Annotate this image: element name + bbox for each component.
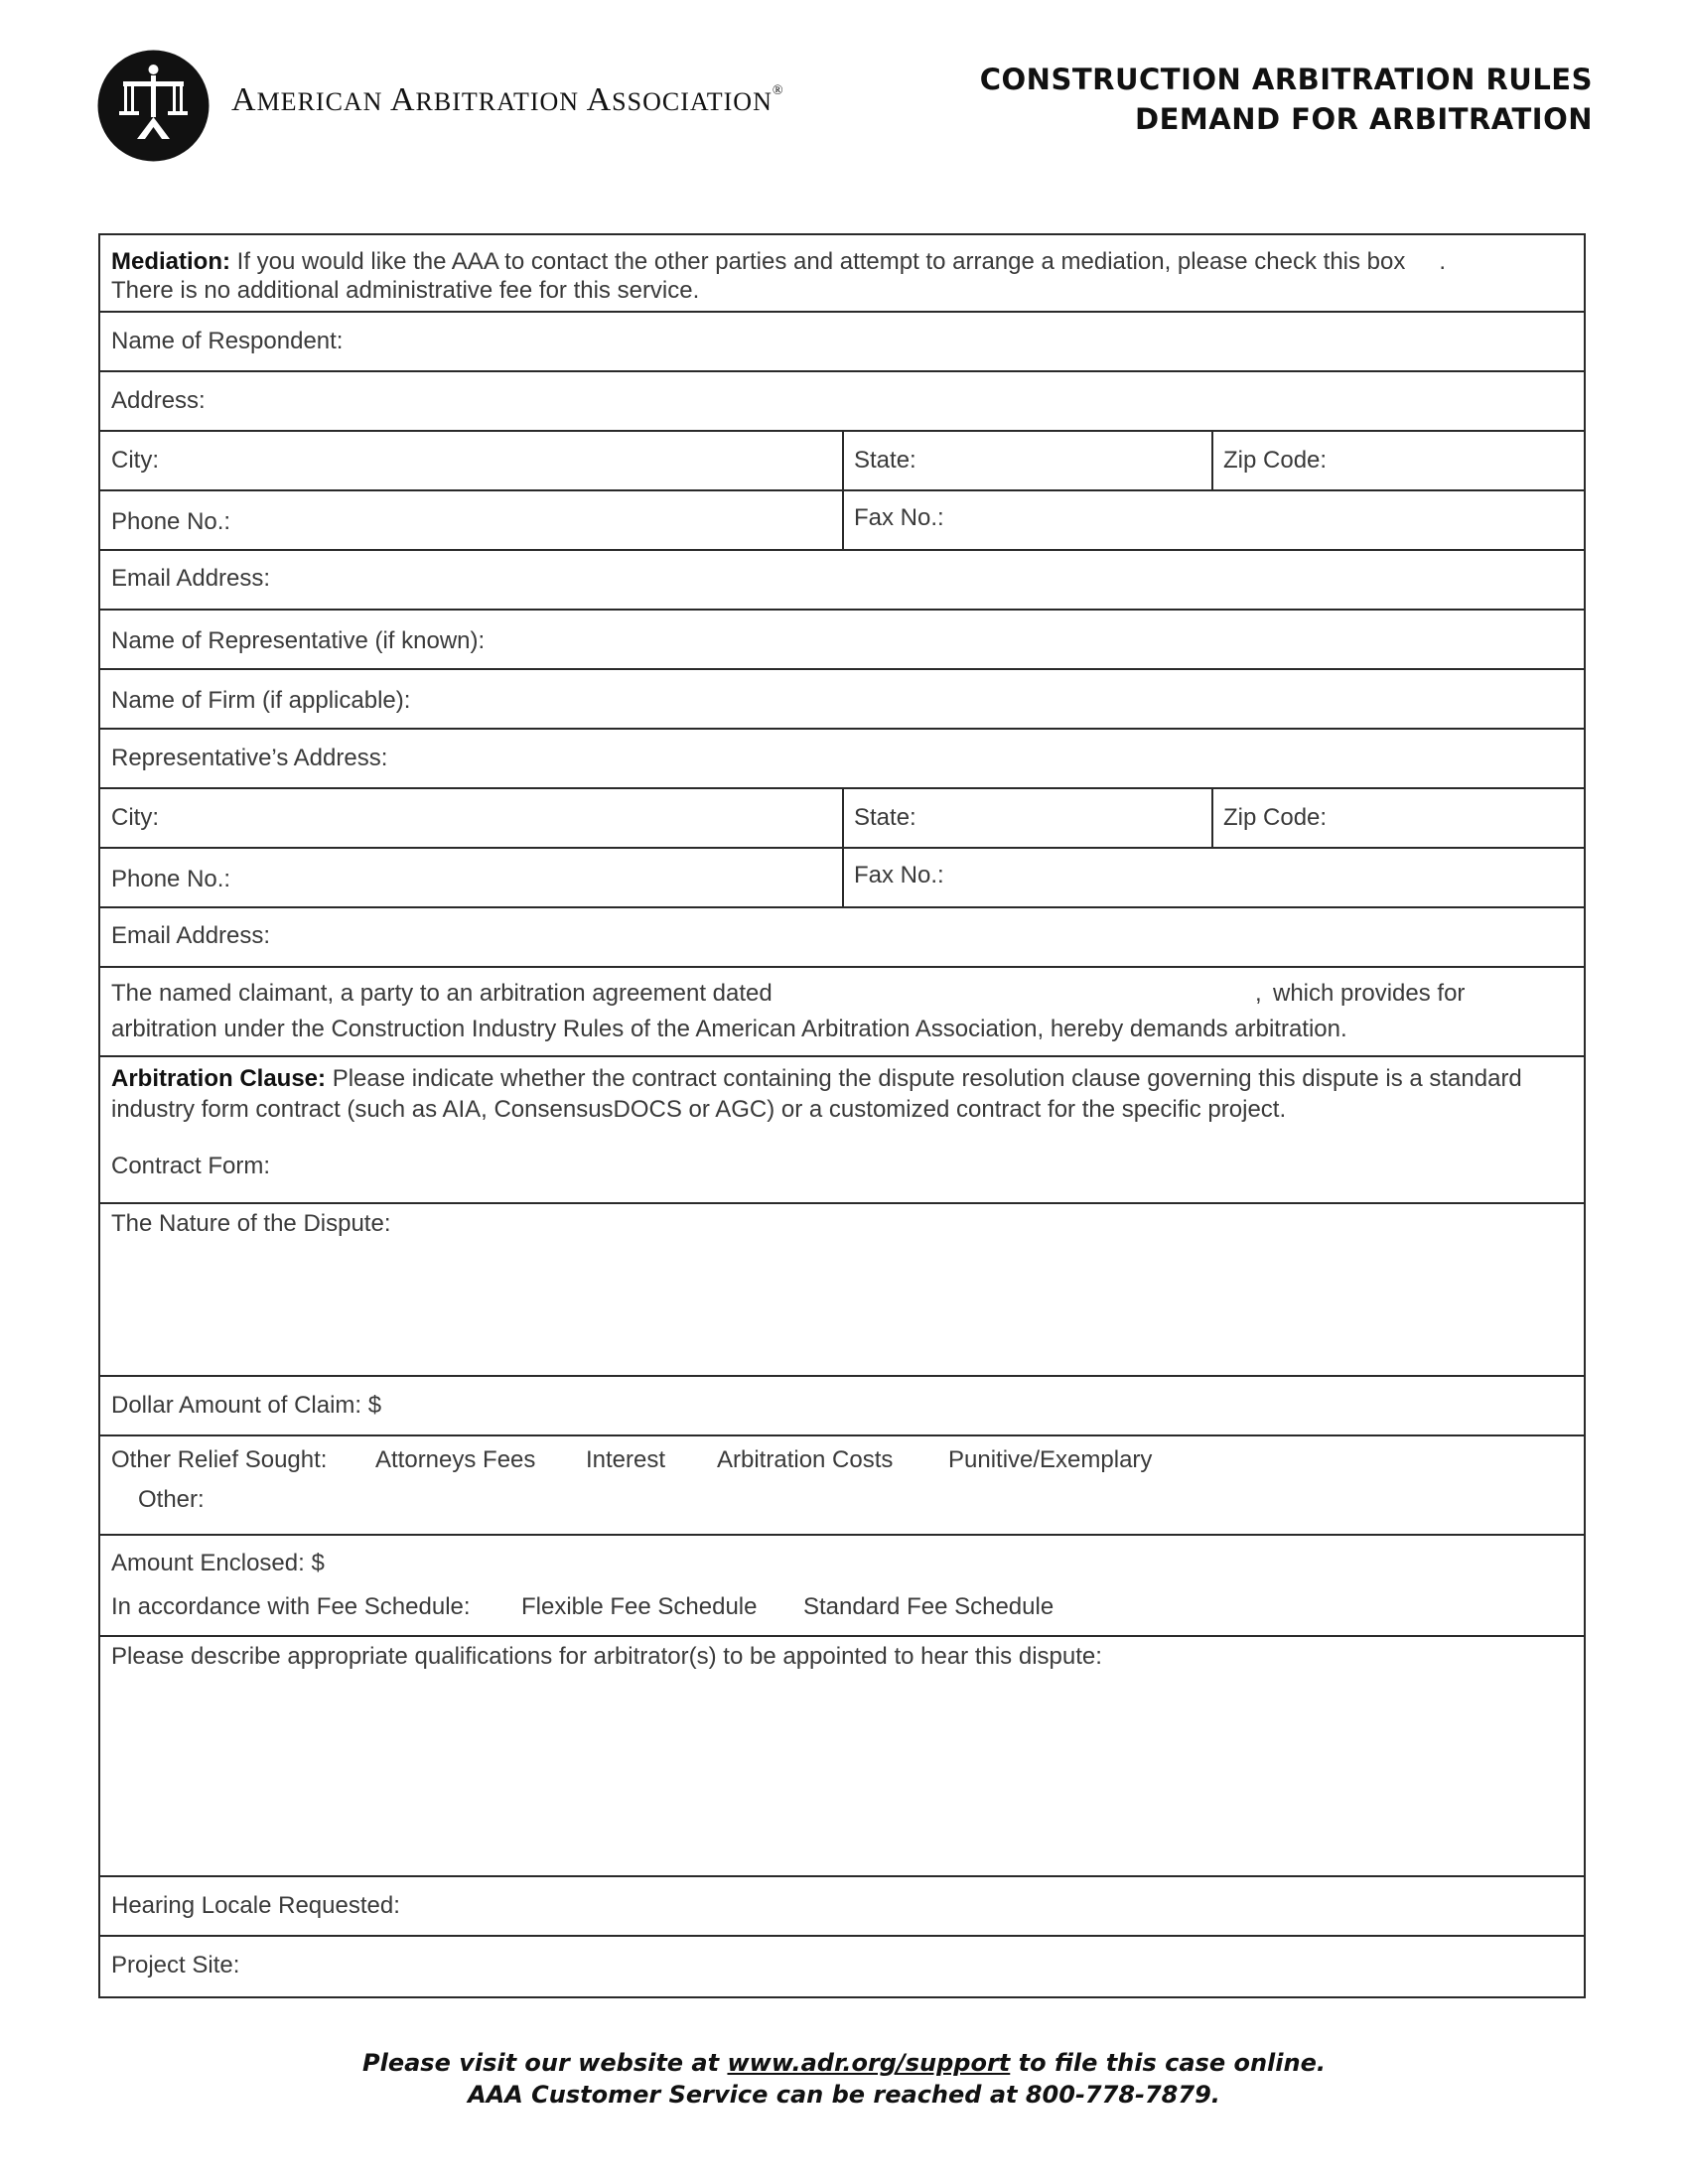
rep-zip-field[interactable] <box>1211 789 1584 847</box>
respondent-name-field[interactable] <box>100 313 1584 372</box>
contract-form-label: Contract Form: <box>111 1153 271 1179</box>
adr-support-link[interactable]: www.adr.org/support <box>727 2049 1011 2077</box>
mediation-label: Mediation: <box>111 248 230 275</box>
dollar-amount-field[interactable] <box>100 1377 1584 1436</box>
fax-label: Fax No.: <box>854 504 944 531</box>
rep-email-field[interactable] <box>100 908 1584 968</box>
qualifications-label: Please describe appropriate qualifications for arbitrator(s) to be appointed to hear this dispute: <box>111 1643 1102 1670</box>
state-field[interactable] <box>842 432 1211 489</box>
agreement-date-field[interactable] <box>815 976 1332 1006</box>
title-line-2: DEMAND FOR ARBITRATION <box>1135 102 1593 136</box>
claimant-text-2: which provides for <box>1273 980 1466 1007</box>
phone-field[interactable] <box>100 491 842 549</box>
qualifications-field[interactable] <box>100 1637 1584 1877</box>
claimant-statement-row <box>100 968 1584 1057</box>
zip-label: Zip Code: <box>1223 447 1328 474</box>
rep-fax-label: Fax No.: <box>854 862 944 888</box>
mediation-row: Mediation: If you would like the AAA to contact the other parties and attempt to arrange a mediation, please check this box . There is no additional administrative fee for this service. <box>100 235 1584 313</box>
relief-option-attorneys-fees[interactable]: Attorneys Fees <box>375 1446 536 1473</box>
email-label: Email Address: <box>111 565 271 592</box>
rep-name-label: Name of Representative (if known): <box>111 627 486 654</box>
email-field[interactable] <box>100 551 1584 611</box>
state-label: State: <box>854 447 916 474</box>
rep-city-field[interactable] <box>100 789 842 847</box>
rep-state-label: State: <box>854 804 916 831</box>
city-field[interactable] <box>100 432 842 489</box>
title-line-1: CONSTRUCTION ARBITRATION RULES <box>979 63 1593 96</box>
city-state-zip-row <box>100 432 1584 491</box>
mediation-note: There is no additional administrative fee for this service. <box>111 277 700 304</box>
hearing-locale-label: Hearing Locale Requested: <box>111 1892 400 1919</box>
relief-label: Other Relief Sought: <box>111 1446 328 1473</box>
dispute-nature-label: The Nature of the Dispute: <box>111 1210 391 1237</box>
fee-schedule-label: In accordance with Fee Schedule: <box>111 1593 471 1620</box>
relief-row <box>100 1436 1584 1536</box>
rep-fax-field[interactable] <box>842 849 1584 906</box>
rep-city-state-zip-row <box>100 789 1584 849</box>
relief-option-arbitration-costs[interactable]: Arbitration Costs <box>717 1446 894 1473</box>
clause-label: Arbitration Clause: <box>111 1065 327 1092</box>
document-title <box>980 60 1593 139</box>
clause-text: Please indicate whether the contract containing the dispute resolution clause governing this dispute is a standard industry form contract (such as AIA, ConsensusDOCS or AGC) or a customized contract for the specific project. <box>111 1065 1522 1123</box>
zip-field[interactable] <box>1211 432 1584 489</box>
fee-row <box>100 1536 1584 1637</box>
mediation-checkbox[interactable] <box>1413 254 1439 272</box>
dollar-amount-label: Dollar Amount of Claim: $ <box>111 1392 382 1419</box>
phone-label: Phone No.: <box>111 508 231 535</box>
rep-address-label: Representative’s Address: <box>111 745 388 771</box>
rep-phone-label: Phone No.: <box>111 866 231 892</box>
demand-form <box>98 233 1586 1998</box>
org-name: AMERICAN ARBITRATION ASSOCIATION® <box>231 81 784 118</box>
mediation-text: If you would like the AAA to contact the other parties and attempt to arrange a mediation, please check this box <box>236 248 1406 275</box>
hearing-locale-field[interactable] <box>100 1877 1584 1937</box>
phone-fax-row <box>100 491 1584 551</box>
project-site-label: Project Site: <box>111 1952 240 1979</box>
firm-name-label: Name of Firm (if applicable): <box>111 687 411 714</box>
claimant-text-3: arbitration under the Construction Industry Rules of the American Arbitration Association, hereby demands arbitration. <box>111 1016 1347 1042</box>
rep-phone-fax-row <box>100 849 1584 908</box>
rep-zip-label: Zip Code: <box>1223 804 1328 831</box>
amount-enclosed-label: Amount Enclosed: $ <box>111 1550 325 1576</box>
footer-line-2: AAA Customer Service can be reached at 800-778-7879. <box>468 2081 1220 2109</box>
rep-phone-field[interactable] <box>100 849 842 906</box>
claimant-comma: , <box>1255 980 1262 1007</box>
relief-option-other[interactable]: Other: <box>138 1486 205 1513</box>
footer-line-1: Please visit our website at www.adr.org/support to file this case online. <box>362 2049 1326 2077</box>
fax-field[interactable] <box>842 491 1584 549</box>
fee-option-flexible[interactable]: Flexible Fee Schedule <box>521 1593 758 1620</box>
address-field[interactable] <box>100 372 1584 432</box>
claimant-text-1: The named claimant, a party to an arbitration agreement dated <box>111 980 773 1007</box>
arbitration-clause-row <box>100 1057 1584 1204</box>
rep-state-field[interactable] <box>842 789 1211 847</box>
city-label: City: <box>111 447 159 474</box>
relief-option-interest[interactable]: Interest <box>586 1446 666 1473</box>
rep-email-label: Email Address: <box>111 922 271 949</box>
fee-option-standard[interactable]: Standard Fee Schedule <box>803 1593 1055 1620</box>
rep-city-label: City: <box>111 804 159 831</box>
dispute-nature-field[interactable] <box>100 1204 1584 1377</box>
project-site-field[interactable] <box>100 1937 1584 1996</box>
aaa-logo <box>97 50 210 162</box>
rep-name-field[interactable] <box>100 611 1584 670</box>
respondent-name-label: Name of Respondent: <box>111 328 344 354</box>
rep-address-field[interactable] <box>100 730 1584 789</box>
address-label: Address: <box>111 387 206 414</box>
firm-name-field[interactable] <box>100 670 1584 730</box>
relief-option-punitive[interactable]: Punitive/Exemplary <box>948 1446 1153 1473</box>
